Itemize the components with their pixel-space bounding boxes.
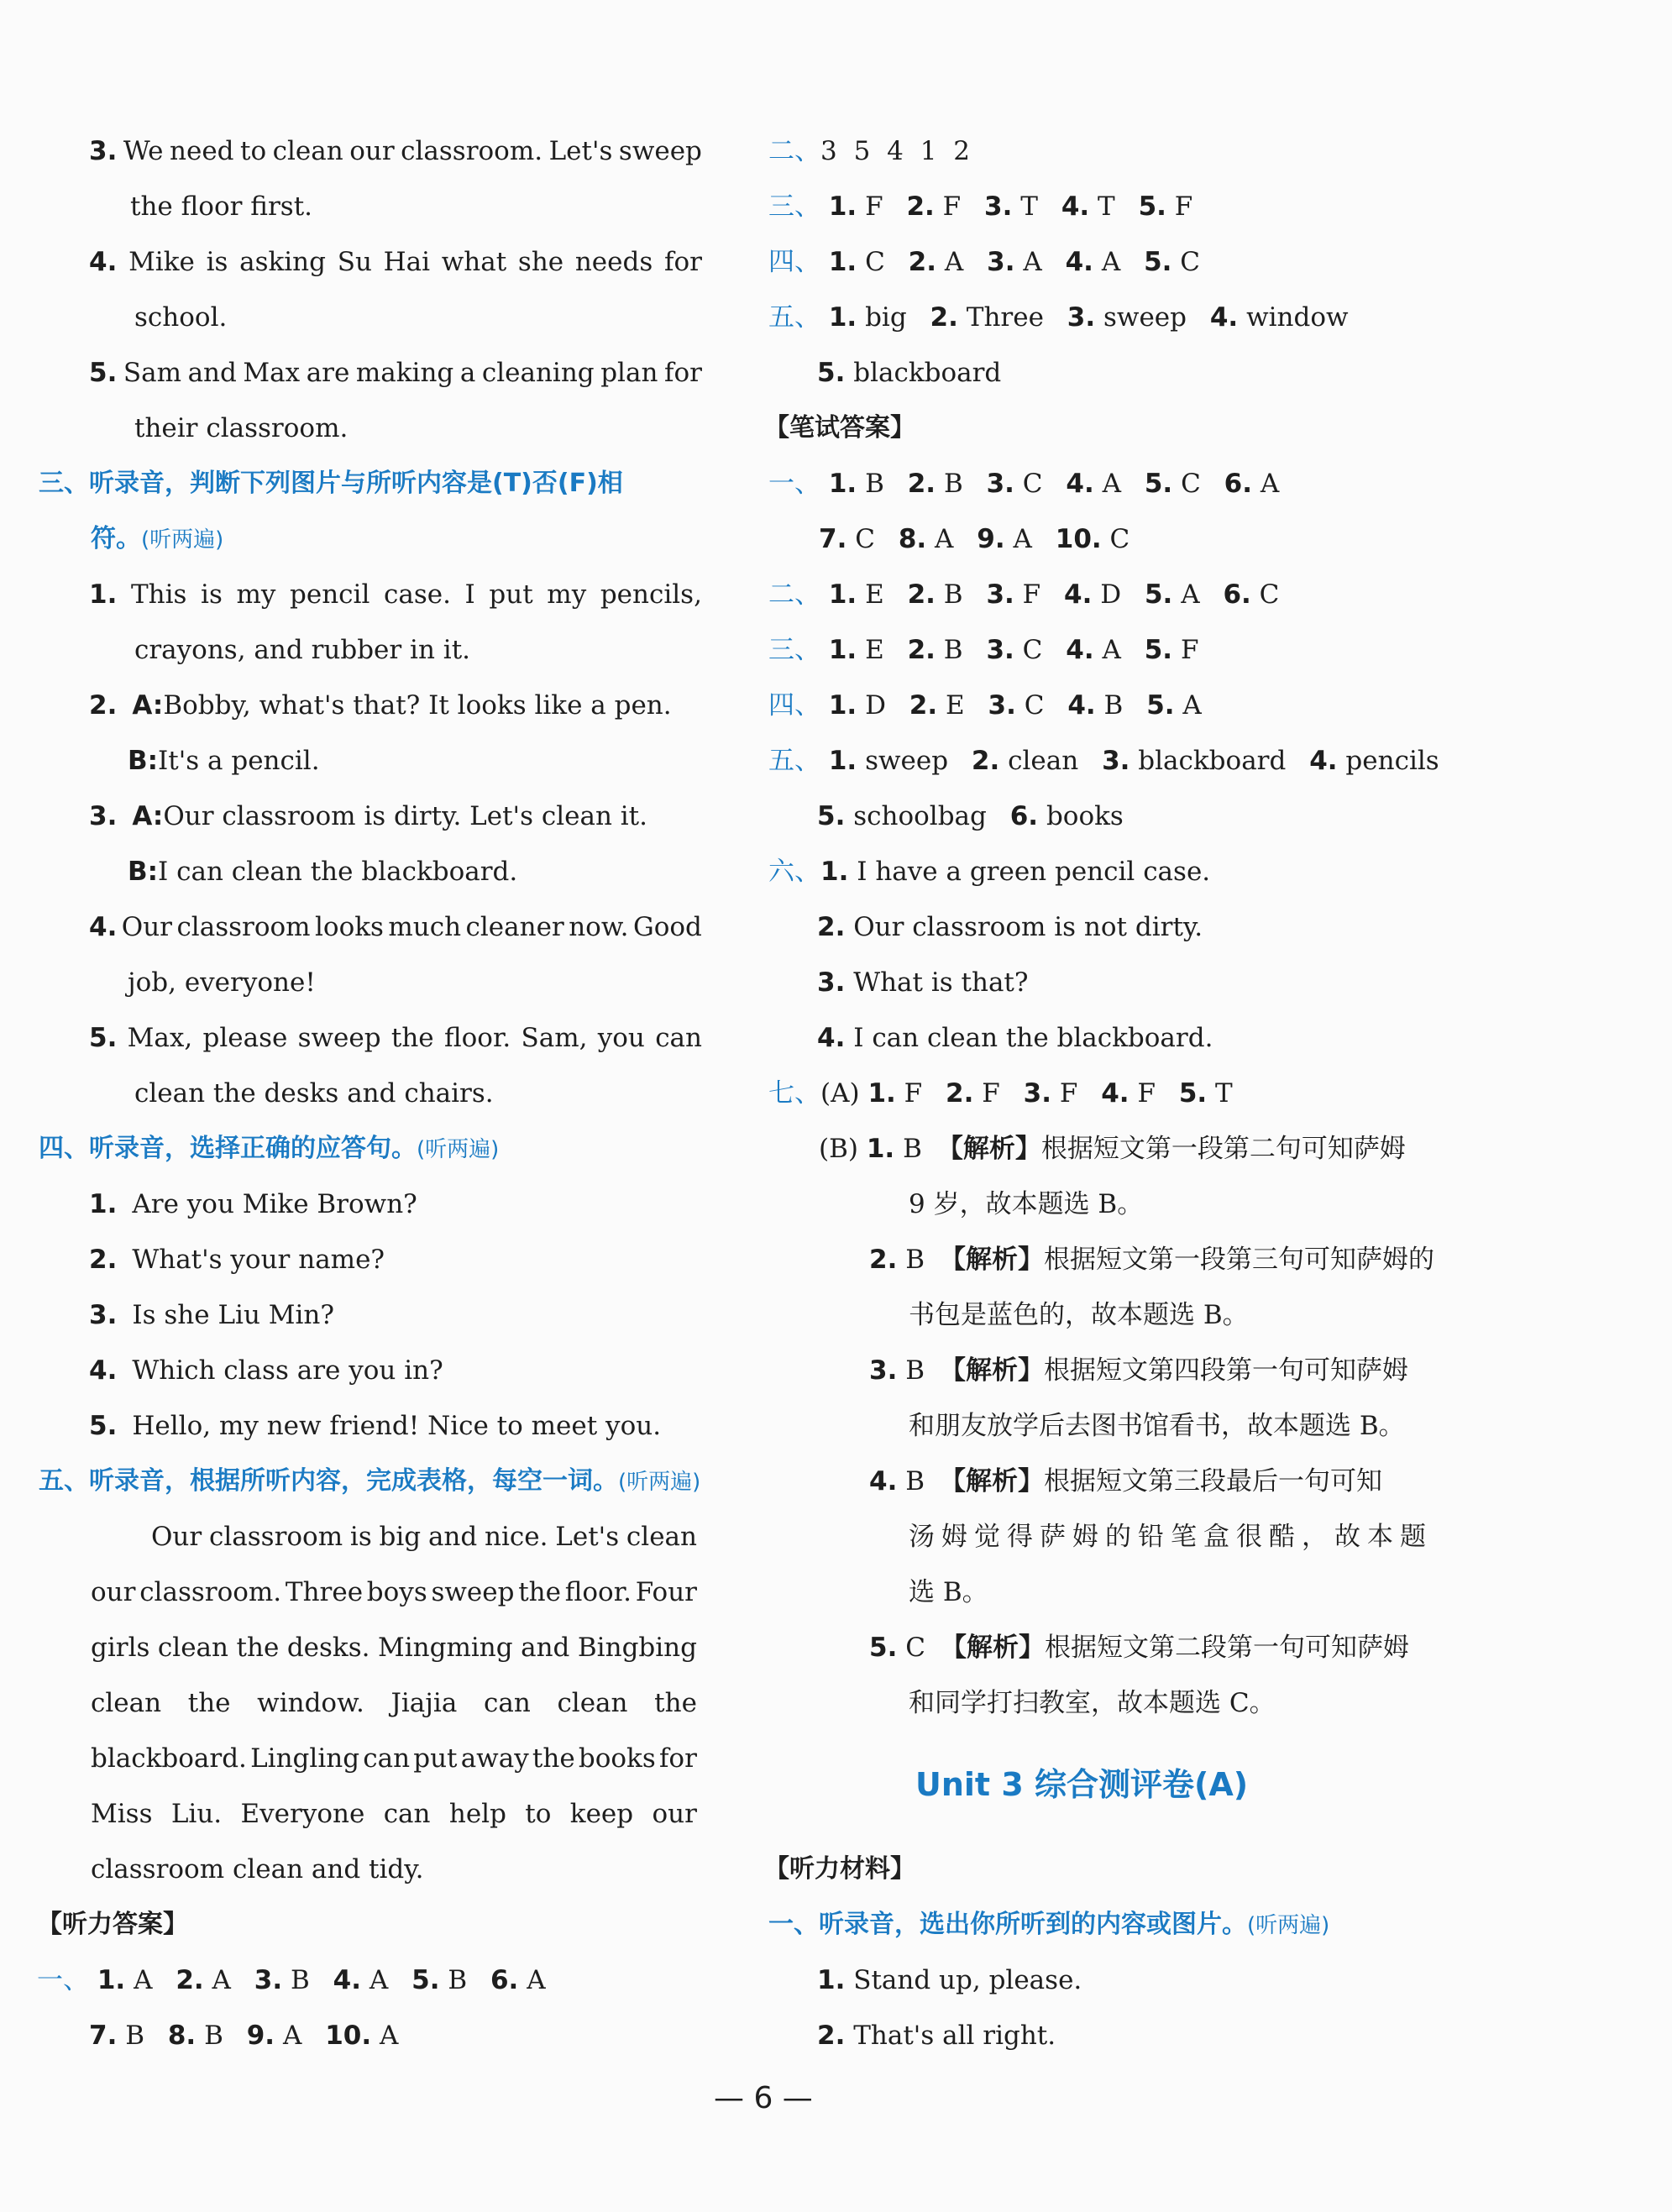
s3-item5-line1: 5. Max, please sweep the floor. Sam, you can — [89, 1023, 702, 1053]
unit-section-1-item1: 1. Stand up, please. — [817, 1965, 1082, 1995]
listening-material-heading: 【听力材料】 — [764, 1854, 915, 1884]
answer-2: 二、3 5 4 1 2 — [768, 136, 971, 166]
written-7-b5: 5. C 【解析】根据短文第二段第一句可知萨姆 — [869, 1633, 1409, 1663]
s3-item2-b: B:It's a pencil. — [128, 746, 320, 776]
passage-line4: clean the window. Jiajia can clean the — [91, 1688, 697, 1718]
s4-item2: 2. What's your name? — [89, 1245, 385, 1275]
written-3: 三、 1. E 2. B 3. C 4. A 5. F — [768, 635, 1199, 665]
s4-item3: 3. Is she Liu Min? — [89, 1300, 335, 1330]
passage-line5: blackboard. Lingling can put away the books for — [91, 1743, 697, 1774]
written-6-item1: 六、1. I have a green pencil case. — [768, 857, 1211, 887]
answer-4: 四、 1. C 2. A 3. A 4. A 5. C — [768, 247, 1201, 277]
written-5-row2: 5. schoolbag 6. books — [817, 801, 1124, 831]
s3-item3-a: 3. A:Our classroom is dirty. Let's clean it. — [89, 801, 647, 831]
section-3-heading-cont: 符。(听两遍) — [91, 524, 224, 553]
s4-item5: 5. Hello, my new friend! Nice to meet you. — [89, 1411, 662, 1441]
listening-answers-row2: 7. B 8. B 9. A 10. A — [89, 2021, 399, 2051]
written-7-b4-cont: 汤姆觉得萨姆的铅笔盒很酷，故本题 — [909, 1522, 1433, 1552]
answer-3: 三、 1. F 2. F 3. T 4. T 5. F — [768, 191, 1193, 222]
written-7-b3-cont: 和朋友放学后去图书馆看书，故本题选 B。 — [909, 1411, 1405, 1441]
written-6-item2: 2. Our classroom is not dirty. — [817, 912, 1203, 942]
s4-item4: 4. Which class are you in? — [89, 1355, 443, 1386]
written-1-row2: 7. C 8. A 9. A 10. C — [819, 524, 1130, 554]
section-4-heading: 四、听录音，选择正确的应答句。(听两遍) — [39, 1134, 500, 1163]
written-answers-heading: 【笔试答案】 — [764, 413, 915, 443]
s3-item5-line2: clean the desks and chairs. — [134, 1078, 494, 1109]
written-7-b2: 2. B 【解析】根据短文第一段第三句可知萨姆的 — [869, 1245, 1434, 1275]
written-7-b4: 4. B 【解析】根据短文第三段最后一句可知 — [869, 1466, 1382, 1497]
written-7-b5-cont: 和同学打扫教室，故本题选 C。 — [909, 1688, 1276, 1718]
written-7-b3: 3. B 【解析】根据短文第四段第一句可知萨姆 — [869, 1355, 1408, 1386]
answer-5: 五、 1. big 2. Three 3. sweep 4. window — [768, 302, 1349, 333]
q5-line2: their classroom. — [134, 413, 349, 443]
written-6-item4: 4. I can clean the blackboard. — [817, 1023, 1213, 1053]
passage-line2: our classroom. Three boys sweep the floor. Four — [91, 1577, 697, 1607]
written-2: 二、 1. E 2. B 3. F 4. D 5. A 6. C — [768, 579, 1280, 610]
q3-line1: 3. We need to clean our classroom. Let's sweep — [89, 136, 702, 166]
written-4: 四、 1. D 2. E 3. C 4. B 5. A — [768, 690, 1202, 721]
written-7-a: 七、(A) 1. F 2. F 3. F 4. F 5. T — [768, 1078, 1233, 1109]
written-7-b4-cont2: 选 B。 — [909, 1577, 988, 1607]
listening-answers-heading: 【听力答案】 — [37, 1910, 188, 1939]
q3-number: 3. — [89, 136, 118, 166]
written-7-b2-cont: 书包是蓝色的，故本题选 B。 — [909, 1300, 1249, 1330]
passage-line3: girls clean the desks. Mingming and Bingbing — [91, 1633, 697, 1663]
s3-item4-line2: job, everyone! — [128, 967, 316, 998]
s3-item1-line1: 1. This is my pencil case. I put my pencils, — [89, 579, 702, 610]
s3-item3-b: B:I can clean the blackboard. — [128, 857, 518, 887]
listening-answers-row1: 一、 1. A 2. A 3. B 4. A 5. B 6. A — [37, 1965, 546, 1995]
s3-item2-a: 2. A:Bobby, what's that? It looks like a pen. — [89, 690, 672, 721]
unit-section-1-item2: 2. That's all right. — [817, 2021, 1056, 2051]
answer-5-cont: 5. blackboard — [817, 358, 1002, 388]
unit-title: Unit 3 综合测评卷(A) — [915, 1766, 1249, 1803]
section-3-heading: 三、听录音，判断下列图片与所听内容是(T)否(F)相 — [39, 469, 623, 498]
written-1-row1: 一、 1. B 2. B 3. C 4. A 5. C 6. A — [768, 469, 1280, 499]
s4-item1: 1. Are you Mike Brown? — [89, 1189, 417, 1219]
s3-item4-line1: 4. Our classroom looks much cleaner now. Good — [89, 912, 702, 942]
q4-line1: 4. Mike is asking Su Hai what she needs for — [89, 247, 702, 277]
s3-item1-line2: crayons, and rubber in it. — [134, 635, 471, 665]
section-5-heading: 五、听录音，根据所听内容，完成表格，每空一词。(听两遍) — [39, 1466, 701, 1496]
written-5-row1: 五、 1. sweep 2. clean 3. blackboard 4. pencils — [768, 746, 1439, 776]
passage-line6: Miss Liu. Everyone can help to keep our — [91, 1799, 697, 1829]
passage-line1: Our classroom is big and nice. Let's clean — [151, 1522, 697, 1552]
passage-line7: classroom clean and tidy. — [91, 1854, 424, 1884]
q4-line2: school. — [134, 302, 228, 333]
page-number: — 6 — — [714, 2081, 813, 2115]
written-6-item3: 3. What is that? — [817, 967, 1029, 998]
q3-line2: the floor first. — [130, 191, 313, 222]
unit-section-1-heading: 一、听录音，选出你所听到的内容或图片。(听两遍) — [768, 1910, 1330, 1939]
q5-line1: 5. Sam and Max are making a cleaning plan for — [89, 358, 702, 388]
written-7-b1: (B) 1. B 【解析】根据短文第一段第二句可知萨姆 — [819, 1134, 1406, 1164]
written-7-b1-cont: 9 岁，故本题选 B。 — [909, 1189, 1144, 1219]
